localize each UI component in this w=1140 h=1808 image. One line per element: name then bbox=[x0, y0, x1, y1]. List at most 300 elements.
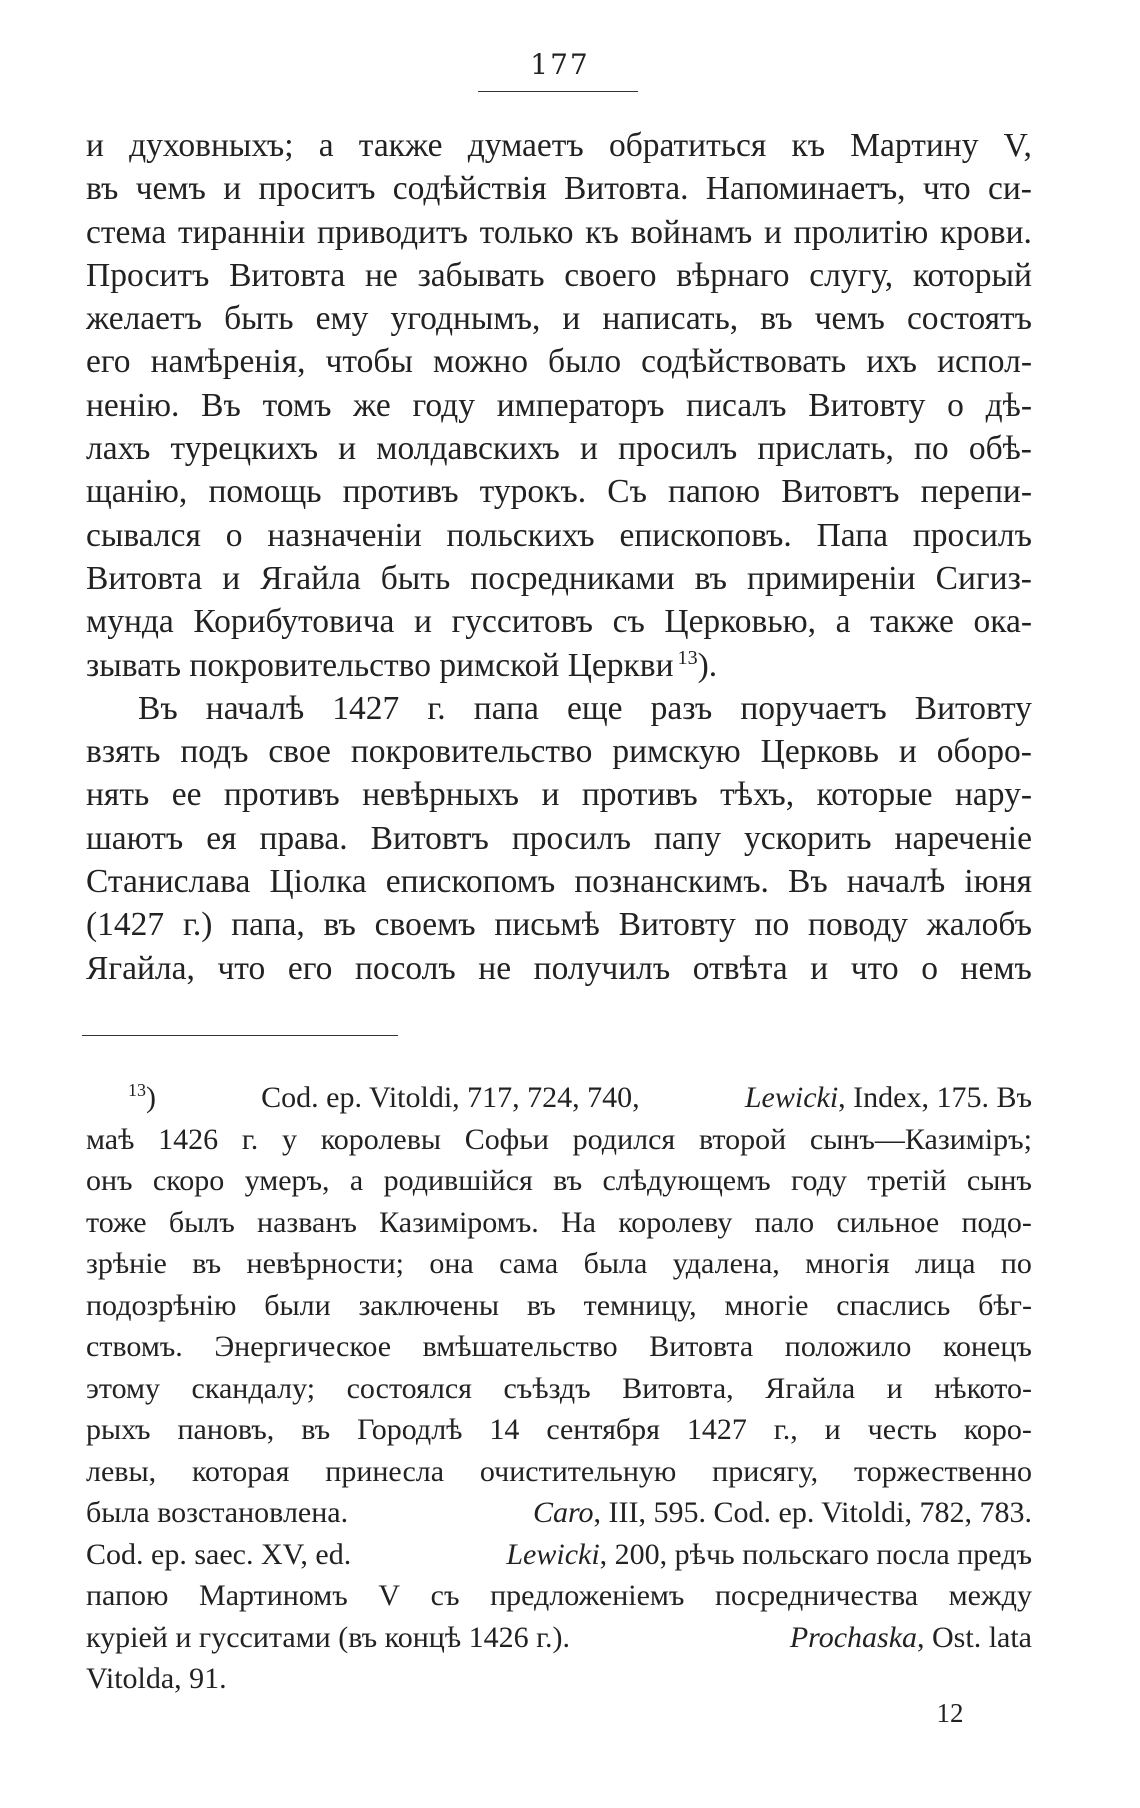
word: и bbox=[414, 603, 432, 641]
word: подозрѣнію bbox=[86, 1288, 237, 1322]
word: левы, bbox=[86, 1454, 157, 1488]
word: просилъ bbox=[511, 819, 631, 857]
word: нѣкото- bbox=[934, 1371, 1032, 1405]
text-fragment: , 200, рѣчь польскаго посла предъ bbox=[599, 1537, 1032, 1571]
word: названъ bbox=[257, 1205, 357, 1239]
word: о bbox=[921, 949, 938, 987]
footnote-marker-close: ) bbox=[146, 1081, 156, 1114]
word: г.) bbox=[182, 906, 213, 944]
word: угоднымъ, bbox=[390, 300, 541, 338]
word: въ bbox=[694, 559, 727, 597]
word: подо- bbox=[961, 1205, 1032, 1239]
text-fragment: , Ost. lata bbox=[917, 1620, 1032, 1654]
word: разъ bbox=[650, 689, 713, 727]
footnote-ref-number: 13 bbox=[677, 646, 698, 669]
word: г. bbox=[241, 1122, 259, 1156]
word: ствомъ. bbox=[86, 1330, 183, 1363]
citation-author bbox=[533, 1492, 1032, 1534]
footnote-13 bbox=[86, 1077, 1032, 1700]
word: Витовта. bbox=[563, 170, 689, 208]
text-line bbox=[86, 947, 1032, 990]
word: содѣйствовать bbox=[641, 343, 847, 381]
word: V, bbox=[1003, 127, 1032, 164]
word: и bbox=[86, 127, 104, 164]
page-number: 177 bbox=[530, 48, 590, 81]
word: стема bbox=[86, 213, 167, 251]
word: ихъ bbox=[866, 343, 917, 381]
author-name: Lewicki bbox=[506, 1537, 600, 1571]
word: которая bbox=[191, 1454, 290, 1488]
word: сама bbox=[499, 1247, 559, 1280]
word: въ bbox=[760, 300, 793, 338]
word: Витовту bbox=[914, 689, 1032, 727]
word: (1427 bbox=[86, 906, 165, 944]
word: дѣ- bbox=[985, 386, 1032, 424]
word: этому bbox=[86, 1371, 161, 1405]
text-line bbox=[86, 687, 1032, 730]
word: римскую bbox=[612, 733, 741, 771]
word: просилъ bbox=[912, 516, 1032, 554]
word: ненію. bbox=[86, 386, 180, 424]
footnote-line bbox=[86, 1492, 1032, 1534]
word: пролитію bbox=[793, 213, 929, 251]
word: нареченіе bbox=[894, 819, 1032, 857]
word: взять bbox=[86, 733, 161, 771]
author-name: Caro bbox=[532, 1496, 594, 1529]
word: и bbox=[580, 430, 598, 468]
word: въ bbox=[553, 1164, 583, 1197]
word: и bbox=[824, 1413, 841, 1446]
word: лица bbox=[915, 1247, 976, 1280]
word: пановъ, bbox=[177, 1413, 275, 1446]
word: зрѣніе bbox=[86, 1247, 167, 1280]
word: съѣздъ bbox=[503, 1371, 591, 1405]
word: также bbox=[870, 603, 954, 641]
footnote-line bbox=[86, 1575, 1032, 1617]
word: принесла bbox=[325, 1454, 445, 1488]
text-line bbox=[86, 600, 1032, 643]
word: лахъ bbox=[86, 430, 151, 468]
word: состоялся bbox=[346, 1371, 472, 1405]
word: были bbox=[264, 1288, 331, 1322]
word: родившійся bbox=[383, 1164, 533, 1197]
word: очистительную bbox=[479, 1454, 677, 1488]
text-line bbox=[86, 557, 1032, 600]
text-line bbox=[86, 384, 1032, 427]
word: по bbox=[754, 906, 790, 944]
word: ускорить bbox=[744, 819, 872, 857]
word: свое bbox=[268, 733, 331, 771]
footnote-line bbox=[86, 1077, 1032, 1119]
word: конецъ bbox=[942, 1330, 1032, 1363]
word: Ягайла bbox=[260, 559, 361, 597]
word: писалъ bbox=[686, 386, 787, 424]
word: папою bbox=[86, 1579, 169, 1612]
text-fragment: куріей и гусситами (въ концѣ 1426 г.). bbox=[86, 1620, 571, 1654]
footnote-line bbox=[86, 1617, 1032, 1659]
word: сентября bbox=[546, 1413, 660, 1446]
word: же bbox=[353, 386, 391, 424]
word: посолъ bbox=[354, 949, 456, 987]
word: турецкихъ bbox=[170, 430, 319, 468]
word: содѣйствія bbox=[392, 170, 547, 208]
text-fragment: Cod. ep. Vitoldi, 717, 724, 740, bbox=[261, 1081, 640, 1114]
word: Ягайла bbox=[765, 1371, 856, 1405]
word: Ціолка bbox=[269, 863, 367, 901]
word: написать, bbox=[602, 300, 739, 338]
word: г. bbox=[427, 689, 446, 727]
text-line bbox=[86, 167, 1032, 210]
word: многія bbox=[805, 1247, 890, 1280]
word: присягу, bbox=[712, 1454, 819, 1488]
word: нару- bbox=[954, 776, 1032, 814]
word: епископомъ bbox=[385, 863, 556, 901]
footnote-line bbox=[86, 1534, 1032, 1576]
word: папа, bbox=[231, 906, 305, 944]
word: просилъ bbox=[618, 430, 738, 468]
word: обѣ- bbox=[968, 430, 1032, 468]
main-text bbox=[86, 124, 1032, 990]
word: не bbox=[478, 949, 512, 987]
word: заключены bbox=[358, 1288, 500, 1322]
word: проситъ bbox=[258, 170, 376, 208]
text-fragment: зывать покровительство римской Церкви bbox=[86, 646, 674, 684]
word: обратиться bbox=[608, 127, 767, 164]
footnote-line bbox=[86, 1409, 1032, 1451]
word: ее bbox=[171, 776, 202, 814]
word: приводитъ bbox=[317, 213, 468, 251]
word: тиранніи bbox=[177, 213, 306, 251]
word: многіе bbox=[724, 1288, 809, 1322]
word: крови. bbox=[940, 213, 1032, 251]
word: вѣрнаго bbox=[676, 256, 790, 294]
word: Казиміромъ. bbox=[379, 1205, 539, 1239]
word: а bbox=[349, 1164, 364, 1197]
word: году bbox=[790, 1164, 847, 1197]
author-name: Prochaska bbox=[789, 1620, 918, 1654]
footnote-marker bbox=[128, 1077, 156, 1119]
word: невѣрности; bbox=[246, 1247, 404, 1280]
word: ему bbox=[315, 300, 369, 338]
word: году bbox=[412, 386, 475, 424]
footnote-line bbox=[86, 1658, 1032, 1700]
word: былъ bbox=[168, 1205, 235, 1239]
word: посредничества bbox=[714, 1579, 919, 1612]
word: письмѣ bbox=[494, 906, 600, 944]
word: спаслись bbox=[836, 1288, 951, 1322]
word: и bbox=[886, 1371, 903, 1405]
word: умеръ, bbox=[244, 1164, 330, 1197]
word: королевы bbox=[320, 1122, 442, 1156]
word: 1427 bbox=[686, 1413, 747, 1446]
text-line bbox=[86, 470, 1032, 513]
word: была bbox=[583, 1247, 648, 1280]
word: своего bbox=[564, 256, 657, 294]
word: примиреніи bbox=[747, 559, 916, 597]
word: папою bbox=[668, 473, 761, 511]
word: противъ bbox=[342, 473, 459, 511]
footnote-line bbox=[86, 1451, 1032, 1493]
word: Съ bbox=[607, 473, 647, 511]
word: папа bbox=[473, 689, 539, 727]
word: права. bbox=[259, 819, 348, 857]
word: Мартину bbox=[850, 127, 979, 164]
word: Витовту bbox=[618, 906, 736, 944]
text-fragment: была возстановлена. bbox=[86, 1496, 349, 1529]
word: испол- bbox=[937, 343, 1032, 381]
word: и bbox=[541, 776, 560, 814]
word: си- bbox=[987, 170, 1032, 208]
word: тѣхъ, bbox=[720, 776, 795, 814]
word: и bbox=[763, 213, 782, 251]
word: познанскимъ. bbox=[574, 863, 769, 901]
word: поводу bbox=[808, 906, 908, 944]
word: скандалу; bbox=[191, 1371, 316, 1405]
text-line bbox=[86, 427, 1032, 470]
word: коро- bbox=[963, 1413, 1032, 1446]
word: бѣг- bbox=[978, 1288, 1032, 1322]
word: польскихъ bbox=[446, 516, 595, 554]
word: и bbox=[223, 170, 242, 208]
word: Ягайла, bbox=[86, 949, 195, 987]
word: скоро bbox=[152, 1164, 225, 1197]
footnote-ref-close: ). bbox=[697, 646, 718, 684]
signature-mark: 12 bbox=[936, 1698, 964, 1728]
word: и bbox=[562, 300, 581, 338]
word: желаетъ bbox=[86, 300, 202, 338]
word: къ bbox=[791, 127, 826, 164]
word: Папа bbox=[816, 516, 888, 554]
text-line bbox=[86, 817, 1032, 860]
word: Церковью, bbox=[664, 603, 817, 641]
word: чемъ bbox=[135, 170, 206, 208]
word: турокъ. bbox=[479, 473, 587, 511]
word: Корибутовича bbox=[193, 603, 395, 641]
word: торжественно bbox=[854, 1454, 1032, 1488]
word: что bbox=[922, 170, 971, 208]
word: Станислава bbox=[86, 863, 251, 901]
text-fragment: Cod. ep. saec. XV, ed. bbox=[86, 1537, 352, 1571]
word: сынъ bbox=[966, 1164, 1032, 1197]
word: къ bbox=[585, 213, 619, 251]
word: Сигиз- bbox=[935, 559, 1032, 597]
word: епископовъ. bbox=[619, 516, 792, 554]
word: о bbox=[947, 386, 964, 424]
word: покровительство bbox=[350, 733, 593, 771]
word: честь bbox=[867, 1413, 937, 1446]
word: ея bbox=[206, 819, 237, 857]
word: темницу, bbox=[583, 1288, 697, 1322]
footnote-line bbox=[86, 1160, 1032, 1202]
word: не bbox=[364, 256, 398, 294]
word: Витовтъ bbox=[781, 473, 900, 511]
word: Въ bbox=[788, 863, 828, 901]
word: отвѣта bbox=[692, 949, 788, 987]
word: родился bbox=[572, 1122, 676, 1156]
word: Въ bbox=[201, 386, 241, 424]
word: въ bbox=[323, 906, 356, 944]
word: сынъ—Казиміръ; bbox=[809, 1122, 1032, 1156]
footnote-separator bbox=[82, 1035, 398, 1036]
word: было bbox=[548, 343, 622, 381]
word: Энергическое bbox=[214, 1330, 392, 1363]
word: посредниками bbox=[470, 559, 675, 597]
citation-author bbox=[745, 1077, 1032, 1119]
word: противъ bbox=[223, 776, 340, 814]
word: Витовта bbox=[649, 1330, 754, 1363]
footnote-line bbox=[86, 1119, 1032, 1161]
word: только bbox=[479, 213, 574, 251]
word: у bbox=[282, 1122, 298, 1156]
word: по bbox=[914, 430, 949, 468]
footnote-line bbox=[86, 1285, 1032, 1327]
text-line bbox=[86, 340, 1032, 383]
text-line bbox=[86, 124, 1032, 167]
word: также bbox=[358, 127, 443, 164]
text-line bbox=[86, 773, 1032, 816]
word: что bbox=[850, 949, 899, 987]
footnote-marker-number: 13 bbox=[128, 1080, 146, 1100]
word: онъ bbox=[86, 1164, 133, 1197]
word: его bbox=[86, 343, 131, 381]
word: еще bbox=[567, 689, 623, 727]
word: Витовтъ bbox=[370, 819, 489, 857]
text-line bbox=[86, 644, 1032, 687]
word: третій bbox=[867, 1164, 947, 1197]
word: получилъ bbox=[533, 949, 671, 987]
text-line bbox=[86, 211, 1032, 254]
word: что bbox=[217, 949, 266, 987]
text-line bbox=[86, 860, 1032, 903]
word: намѣренія, bbox=[150, 343, 306, 381]
word: состоятъ bbox=[906, 300, 1032, 338]
text-line bbox=[86, 254, 1032, 297]
word: а bbox=[318, 127, 334, 164]
word: удалена, bbox=[672, 1247, 780, 1280]
word: въ bbox=[192, 1247, 222, 1280]
word: можно bbox=[433, 343, 528, 381]
word: Витовта bbox=[229, 256, 346, 294]
word: о bbox=[225, 516, 243, 554]
word: сильное bbox=[836, 1205, 940, 1239]
word: маѣ bbox=[86, 1122, 135, 1156]
footnote-reference bbox=[678, 644, 718, 687]
word: началѣ bbox=[205, 689, 305, 727]
word: чемъ bbox=[814, 300, 885, 338]
word: Церковь bbox=[760, 733, 879, 771]
word: началѣ bbox=[846, 863, 946, 901]
word: мунда bbox=[86, 603, 174, 641]
word: жалобъ bbox=[926, 906, 1032, 944]
word: предложеніемъ bbox=[490, 1579, 685, 1612]
word: забывать bbox=[417, 256, 545, 294]
word: она bbox=[429, 1247, 474, 1280]
word: второй bbox=[698, 1122, 787, 1156]
word: перепи- bbox=[920, 473, 1032, 511]
word: Въ bbox=[138, 689, 178, 727]
word: прислать, bbox=[757, 430, 894, 468]
word: гусситовъ bbox=[451, 603, 593, 641]
word: рыхъ bbox=[86, 1413, 151, 1446]
word: помощь bbox=[208, 473, 322, 511]
word: назначеніи bbox=[267, 516, 422, 554]
word: думаетъ bbox=[467, 127, 584, 164]
footnote-line bbox=[86, 1368, 1032, 1410]
text-fragment: , Index, 175. Въ bbox=[838, 1081, 1032, 1114]
word: 14 bbox=[489, 1413, 520, 1446]
text-fragment: Vitolda, 91. bbox=[86, 1662, 227, 1695]
word: сывался bbox=[86, 516, 201, 554]
word: 1426 bbox=[158, 1122, 219, 1156]
word: щанію, bbox=[86, 473, 188, 511]
word: Софьи bbox=[464, 1122, 549, 1156]
word: іюня bbox=[964, 863, 1032, 901]
word: съ bbox=[430, 1579, 460, 1612]
author-name: Lewicki bbox=[744, 1081, 839, 1114]
word: ока- bbox=[973, 603, 1032, 641]
word: въ bbox=[526, 1288, 556, 1322]
word: Проситъ bbox=[86, 256, 210, 294]
word: между bbox=[948, 1579, 1032, 1612]
word: На bbox=[561, 1205, 596, 1239]
word: Витовту bbox=[808, 386, 926, 424]
word: вмѣшательство bbox=[422, 1330, 618, 1363]
word: подъ bbox=[180, 733, 249, 771]
word: чтобы bbox=[325, 343, 413, 381]
citation-author bbox=[790, 1617, 1032, 1659]
word: а bbox=[835, 603, 851, 641]
word: Витовта bbox=[86, 559, 203, 597]
word: тоже bbox=[86, 1205, 147, 1239]
word: Напоминаетъ, bbox=[705, 170, 906, 208]
word: королеву bbox=[618, 1205, 733, 1239]
word: въ bbox=[86, 170, 119, 208]
citation-author bbox=[506, 1534, 1032, 1576]
word: его bbox=[287, 949, 333, 987]
word: духовныхъ; bbox=[129, 127, 294, 164]
word: шаютъ bbox=[86, 819, 184, 857]
text-line bbox=[86, 730, 1032, 773]
word: войнамъ bbox=[630, 213, 753, 251]
footnote-line bbox=[86, 1326, 1032, 1368]
word: и bbox=[338, 430, 357, 468]
word: который bbox=[912, 256, 1032, 294]
word: папу bbox=[653, 819, 721, 857]
word: нять bbox=[86, 776, 150, 814]
word: немъ bbox=[960, 949, 1032, 987]
word: положило bbox=[784, 1330, 912, 1363]
word: по bbox=[1000, 1247, 1032, 1280]
word: V bbox=[378, 1579, 401, 1612]
word: Городлѣ bbox=[357, 1413, 463, 1446]
word: быть bbox=[224, 300, 294, 338]
word: томъ bbox=[262, 386, 332, 424]
word: молдавскихъ bbox=[376, 430, 560, 468]
text-line bbox=[86, 297, 1032, 340]
word: оборо- bbox=[936, 733, 1032, 771]
word: противъ bbox=[581, 776, 698, 814]
word: слугу, bbox=[809, 256, 894, 294]
text-line bbox=[86, 903, 1032, 946]
word: 1427 bbox=[332, 689, 400, 727]
word: Мартиномъ bbox=[199, 1579, 348, 1612]
word: поручаетъ bbox=[740, 689, 887, 727]
word: и bbox=[810, 949, 829, 987]
word: императоръ bbox=[496, 386, 665, 424]
word: своемъ bbox=[374, 906, 476, 944]
footnote-line bbox=[86, 1243, 1032, 1285]
footnote-line bbox=[86, 1202, 1032, 1244]
